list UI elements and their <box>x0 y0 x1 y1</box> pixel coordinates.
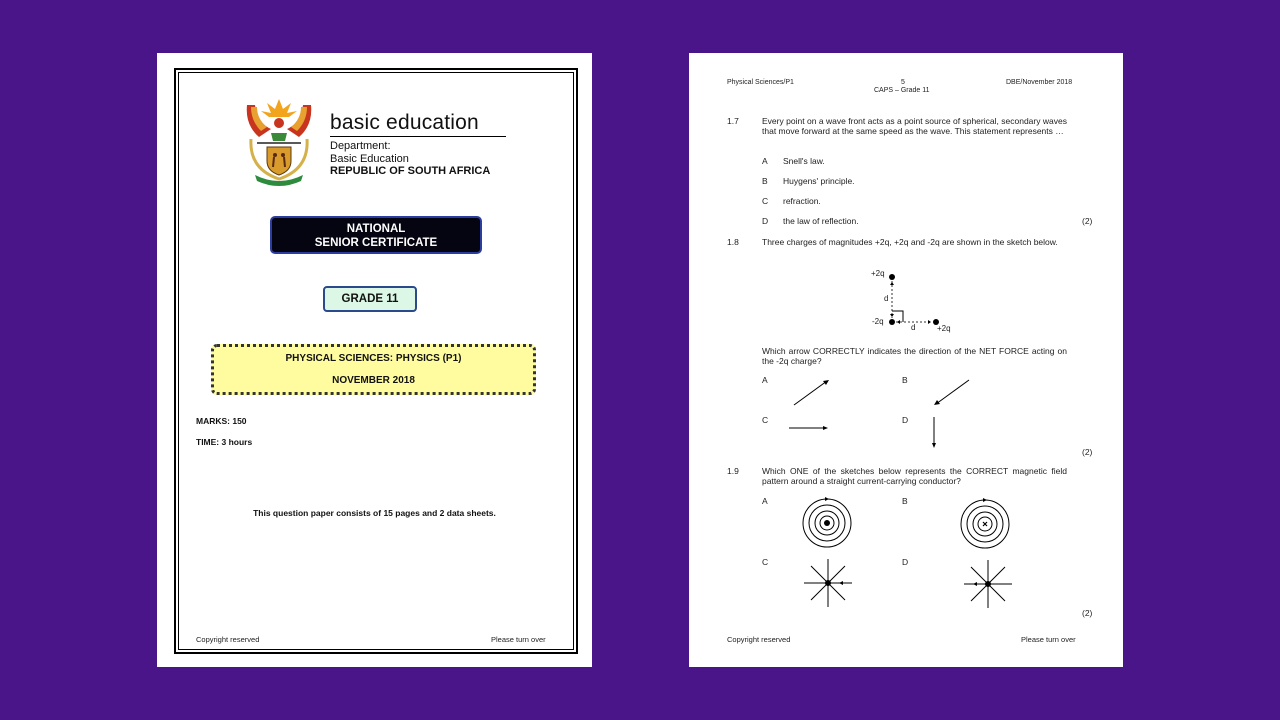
certificate-line-1: NATIONAL <box>346 223 406 235</box>
option-letter: B <box>902 375 908 385</box>
marks-allocation: (2) <box>1082 447 1093 457</box>
option-text: Snell's law. <box>783 156 825 166</box>
question-number-1-7: 1.7 <box>727 116 739 126</box>
grade-badge: GRADE 11 <box>323 286 417 312</box>
certificate-line-2: SENIOR CERTIFICATE <box>314 236 438 249</box>
option-letter: C <box>762 415 769 425</box>
option-letter: D <box>902 557 909 567</box>
horizontal-distance-label: d <box>911 323 916 332</box>
question-page <box>689 53 1123 667</box>
top-charge-label: +2q <box>871 269 885 278</box>
footer-copyright: Copyright reserved <box>727 635 791 644</box>
option-text: refraction. <box>783 196 821 206</box>
option-text: Huygens' principle. <box>783 176 855 186</box>
question-number-1-9: 1.9 <box>727 466 739 476</box>
cover-page <box>157 53 592 667</box>
subject-banner <box>211 344 536 395</box>
option-letter: A <box>762 156 768 166</box>
footer-turn-over: Please turn over <box>1021 635 1076 644</box>
certificate-banner <box>270 216 482 254</box>
option-letter: A <box>762 496 768 506</box>
option-letter: B <box>902 496 908 506</box>
option-letter: C <box>762 557 769 567</box>
option-letter: D <box>762 216 769 226</box>
department-logo <box>330 111 506 178</box>
exam-session: NOVEMBER 2018 <box>332 375 415 386</box>
question-text-1-9: Which ONE of the sketches below represents the CORRECT magnetic field pattern around a straight current-carrying conductor? <box>762 466 1067 486</box>
question-text-1-7: Every point on a wave front acts as a point source of spherical, secondary waves that move forward at the same speed as the wave. This statement represents … <box>762 116 1067 136</box>
marks-allocation: (2) <box>1082 216 1093 226</box>
subject-title: PHYSICAL SCIENCES: PHYSICS (P1) <box>285 353 462 364</box>
header-caps-grade: CAPS – Grade 11 <box>874 87 930 94</box>
option-letter: B <box>762 176 768 186</box>
option-letter: D <box>902 415 909 425</box>
country-name: REPUBLIC OF SOUTH AFRICA <box>330 165 491 177</box>
right-charge-label: +2q <box>937 324 951 333</box>
question-prompt-1-8: Which arrow CORRECTLY indicates the direction of the NET FORCE acting on the -2q charge? <box>762 346 1067 366</box>
vertical-distance-label: d <box>884 294 889 303</box>
department-name: Basic Education <box>330 152 409 165</box>
header-subject: Physical Sciences/P1 <box>727 79 794 86</box>
header-page-number: 5 <box>901 79 905 86</box>
option-text: the law of reflection. <box>783 216 859 226</box>
marks-allocation: (2) <box>1082 608 1093 618</box>
header-dbe-date: DBE/November 2018 <box>1006 79 1073 86</box>
coat-of-arms-icon <box>243 95 315 187</box>
brand-title: basic education <box>330 111 506 137</box>
exam-duration: TIME: 3 hours <box>196 437 253 447</box>
department-label: Department: <box>330 140 391 152</box>
footer-copyright: Copyright reserved <box>196 635 260 644</box>
question-number-1-8: 1.8 <box>727 237 739 247</box>
total-marks: MARKS: 150 <box>196 416 247 426</box>
footer-turn-over: Please turn over <box>491 635 546 644</box>
magnetic-field-options-icon <box>689 53 1123 667</box>
center-charge-label: -2q <box>872 317 884 326</box>
option-letter: A <box>762 375 768 385</box>
page-count-note: This question paper consists of 15 pages and 2 data sheets. <box>253 508 496 518</box>
option-letter: C <box>762 196 769 206</box>
question-text-1-8: Three charges of magnitudes +2q, +2q and -2q are shown in the sketch below. <box>762 237 1058 247</box>
